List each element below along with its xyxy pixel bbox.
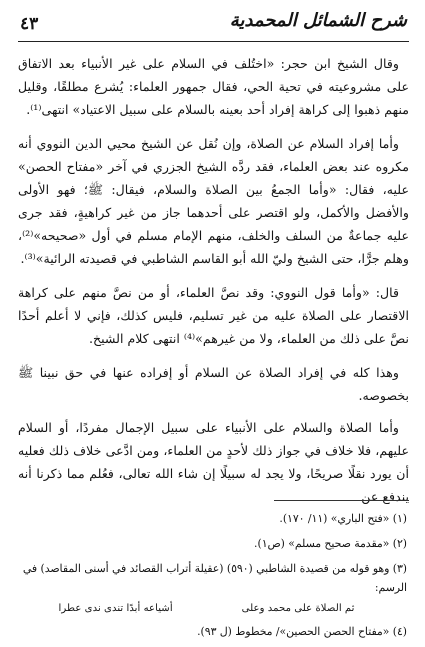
footnote-4: (٤) «مفتاح الحصن الحصين»/ مخطوط (ل ٩٣). — [197, 625, 407, 638]
footnote-2: (٢) «مقدمة صحيح مسلم» (ص١). — [254, 537, 407, 550]
header-divider — [18, 41, 409, 42]
footnotes — [18, 509, 409, 647]
paragraph-nawawi-statement: قال: «وأما قول النووي: وقد نصَّ العلماء، أو من نصَّ منهم على كراهة الاقتصار على الصلاة عليه من غير تسليم، فليس كذلك، فإني لا أعلم أحدًا نصَّ على ذلك من العلماء، ولا من غيرهم»⁽⁴⁾ انتهى كلام الشيخ. — [18, 285, 409, 346]
main-text — [18, 52, 409, 519]
footnote-3-verse — [18, 599, 409, 618]
running-title: شرح الشمائل المحمدية — [229, 10, 407, 31]
verse-second-hemistich: أشياعه أبدًا تندى ندى عطرا — [58, 603, 173, 614]
footnote-3: (٣) وهو قوله من قصيدة الشاطبي (٥٩٠) (عقيلة أتراب القصائد في أسنى المقاصد) في الرسم: — [22, 562, 407, 594]
verse-first-hemistich: ثم الصلاة على محمد وعلى — [241, 603, 355, 614]
footnote-divider — [274, 500, 409, 501]
footnote-1: (١) «فتح الباري» (١١/ ١٧٠). — [279, 512, 407, 525]
paragraph-ibn-hajar-quote: وقال الشيخ ابن حجر: «اختُلف في السلام على غير الأنبياء بعد الاتفاق على مشروعيته في تحية الحي، فقال جمهور العلماء: يُشرع مطلقًا، وقليل منهم ذهبوا إلى كراهة إفراد أحد بعينه بالسلام على سبيل الاعتياد» انتهى⁽¹⁾. — [18, 56, 409, 117]
paragraph-separating-salam: وأما إفراد السلام عن الصلاة، وإن نُقل عن الشيخ محيي الدين النووي أنه مكروه عند بعض العلماء، فقد ردَّه الشيخ الجزري في آخر «مفتاح الحصن» عليه، فقال: «وأما الجمعُ بين الصلاة والسلام، فيقال: ﷺ؛ فهو الأولى والأفضل والأكمل، ولو اقتصر على أحدهما جاز من غير كراهيةٍ، فقد جرى عليه جماعةٌ من السلف والخلف، منهم الإمام مسلم في أول «صحيحه»⁽²⁾، وهلم جرًّا، حتى الشيخ وليّ الله أبو القاسم الشاطبي في قصيدته الرائية»⁽³⁾. — [18, 136, 409, 266]
paragraph-prophets-general: وأما الصلاة والسلام على الأنبياء على سبيل الإجمال مفردًا، أو السلام عليهم، فلا خلاف في جواز ذلك لأحدٍ من العلماء، ومن ادَّعى خلاف ذلك فعليه أن يورد نقلًا صريحًا، ولا يجد له سبيلًا إن شاء الله تعالى، فعُلم مما ذكرنا أنه يندفع عن — [18, 420, 409, 504]
page-header — [18, 10, 409, 40]
paragraph-summary: وهذا كله في إفراد الصلاة عن السلام أو إفراده عنها في حق نبينا ﷺ بخصوصه. — [18, 365, 409, 403]
page-number: ٤٣ — [20, 14, 39, 34]
